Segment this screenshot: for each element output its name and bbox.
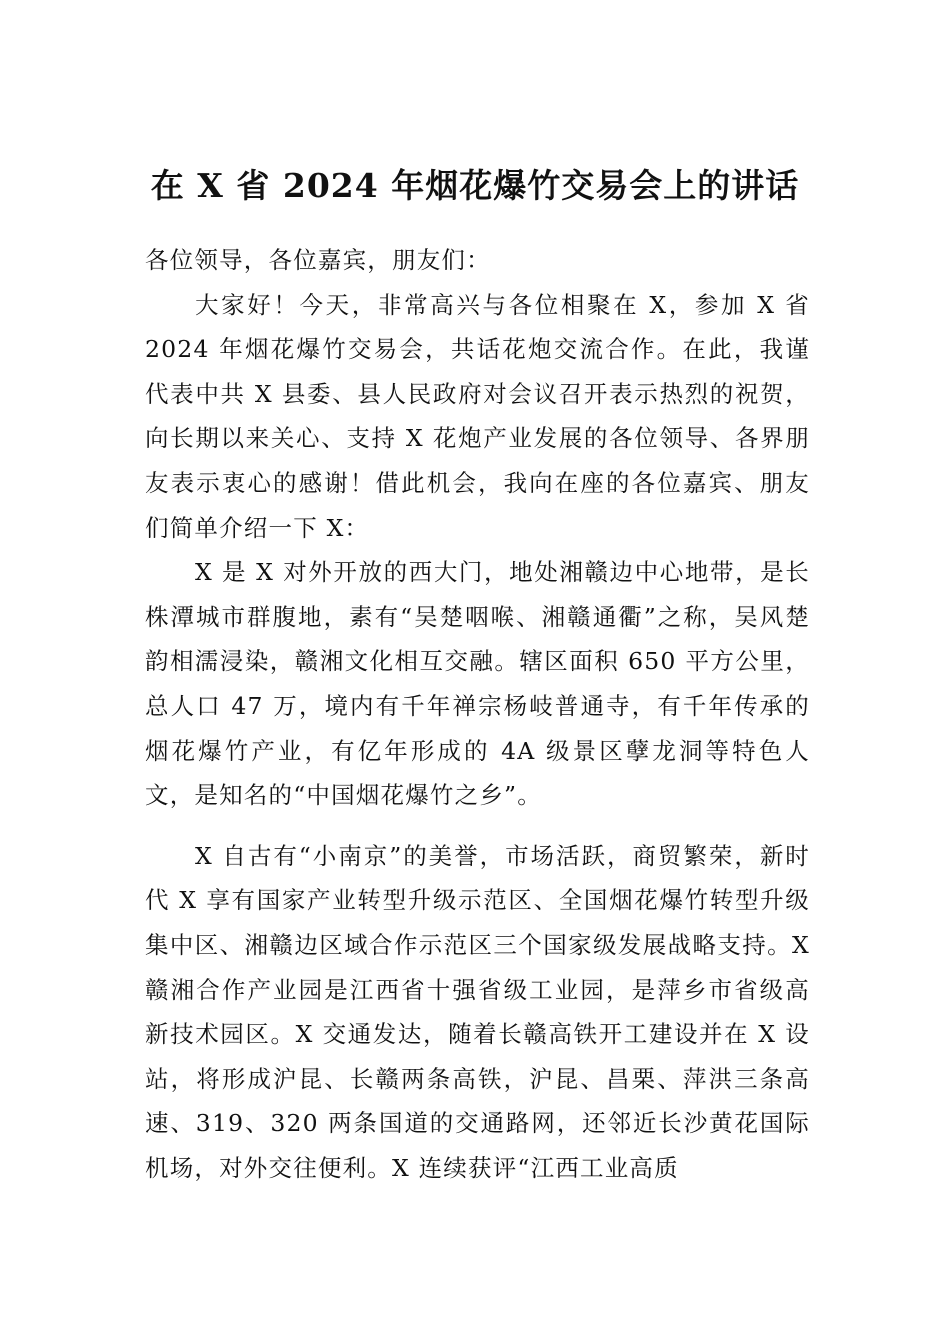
paragraph-development: X 自古有“小南京”的美誉，市场活跃，商贸繁荣，新时代 X 享有国家产业转型升级示范区、全国烟花爆竹转型升级集中区、湘赣边区域合作示范区三个国家级发展战略支持。X 赣湘合作产业园是江西省十强省级工业园，是萍乡市省级高新技术园区。X 交通发达，随着长赣高铁开工建设并在 X 设站，将形成沪昆、长赣两条高铁，沪昆、昌栗、萍洪三条高速、319、320 两条国道的交通路网，还邻近长沙黄花国际机场，对外交往便利。X 连续获评“江西工业高质 [145,841,810,1182]
paragraph-introduction: X 是 X 对外开放的西大门，地处湘赣边中心地带，是长株潭城市群腹地，素有“吴楚咽喉、湘赣通衢”之称，吴风楚韵相濡浸染，赣湘文化相互交融。辖区面积 650 平方公里，总人口 47 万，境内有千年禅宗杨岐普通寺，有千年传承的烟花爆竹产业，有亿年形成的 4A 级景区孽龙洞等特色人文，是知名的“中国烟花爆竹之乡”。 [145,558,810,810]
document-title: 在 X 省 2024 年烟花爆竹交易会上的讲话 [150,166,800,205]
salutation: 各位领导，各位嘉宾，朋友们： [145,246,491,274]
document-body [145,238,810,1190]
paragraph-greeting: 大家好！今天，非常高兴与各位相聚在 X，参加 X 省 2024 年烟花爆竹交易会，共话花炮交流合作。在此，我谨代表中共 X 县委、县人民政府对会议召开表示热烈的祝贺，向长期以来关心、支持 X 花炮产业发展的各位领导、各界朋友表示衷心的感谢！借此机会，我向在座的各位嘉宾、朋友们简单介绍一下 X： [145,290,810,542]
